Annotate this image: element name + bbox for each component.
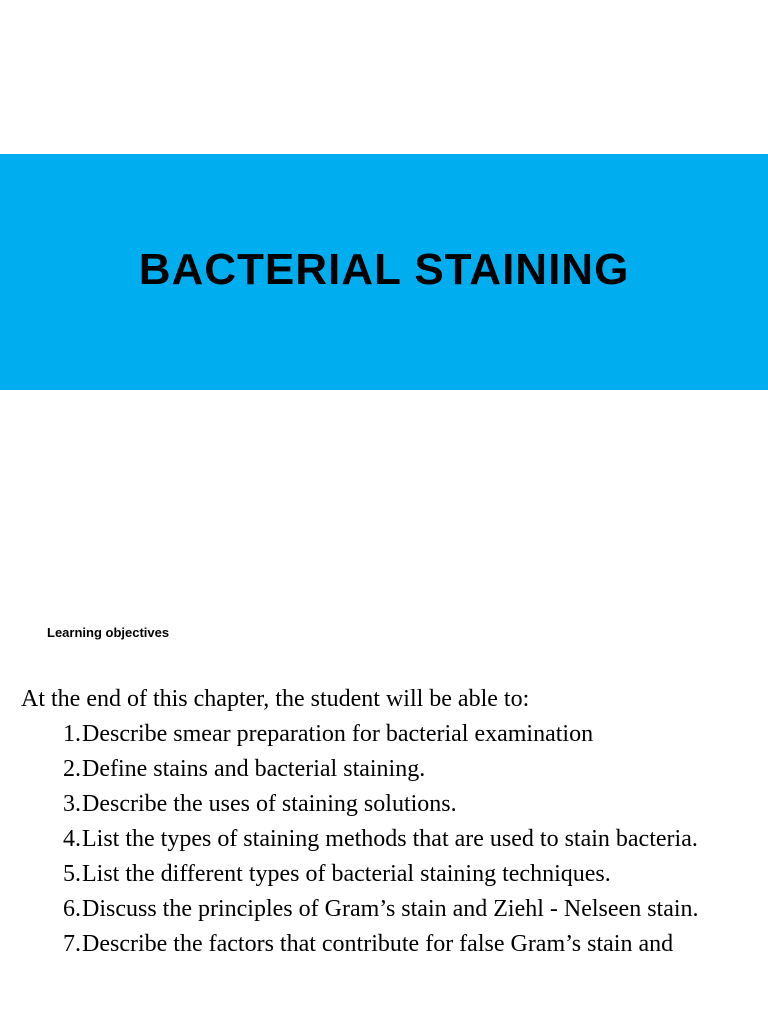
objectives-list bbox=[0, 719, 768, 964]
list-item bbox=[0, 859, 768, 889]
list-item bbox=[0, 719, 768, 749]
list-item-text: Describe smear preparation for bacterial examination bbox=[82, 721, 594, 747]
list-item-number: 7. bbox=[63, 931, 81, 957]
slide-title: BACTERIAL STAINING bbox=[138, 245, 630, 294]
intro-text: At the end of this chapter, the student will be able to: bbox=[21, 686, 530, 712]
list-item bbox=[0, 754, 768, 784]
list-item-number: 4. bbox=[63, 826, 81, 852]
list-item-text: Discuss the principles of Gram’s stain and Ziehl - Nelseen stain. bbox=[82, 896, 699, 922]
list-item-number: 2. bbox=[63, 756, 81, 782]
list-item-number: 1. bbox=[63, 721, 81, 747]
list-item bbox=[0, 894, 768, 924]
list-item-number: 5. bbox=[63, 861, 81, 887]
list-item bbox=[0, 929, 768, 959]
list-item-text: Describe the uses of staining solutions. bbox=[82, 791, 457, 817]
list-item-text: List the types of staining methods that are used to stain bacteria. bbox=[82, 826, 698, 852]
list-item-number: 3. bbox=[63, 791, 81, 817]
list-item-text: List the different types of bacterial staining techniques. bbox=[82, 861, 611, 887]
list-item bbox=[0, 789, 768, 819]
list-item-text: Define stains and bacterial staining. bbox=[82, 756, 426, 782]
list-item-text: Describe the factors that contribute for false Gram’s stain and bbox=[82, 931, 674, 957]
list-item bbox=[0, 824, 768, 854]
section-label: Learning objectives bbox=[47, 625, 170, 640]
list-item-number: 6. bbox=[63, 896, 81, 922]
title-banner bbox=[0, 154, 768, 390]
